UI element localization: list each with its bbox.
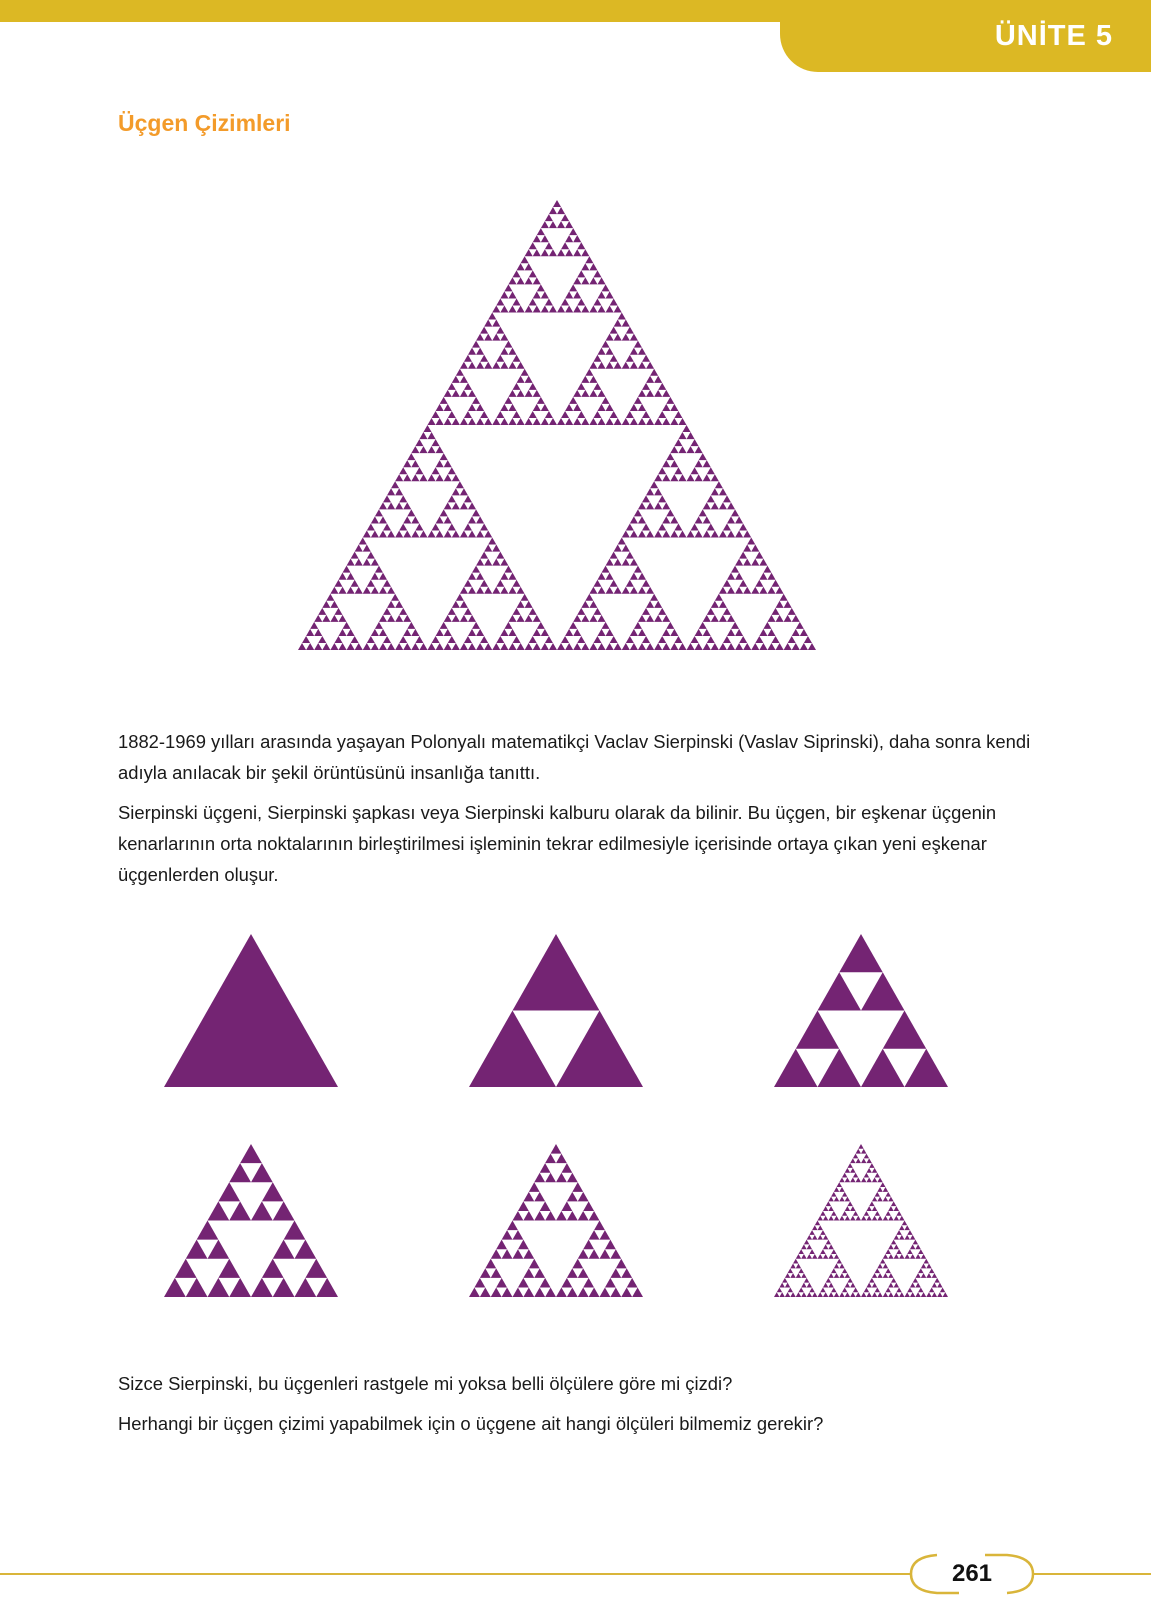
sierpinski-step-3 xyxy=(164,1144,338,1297)
question-1: Sizce Sierpinski, bu üçgenleri rastgele mi yoksa belli ölçülere göre mi çizdi? xyxy=(118,1373,733,1394)
sierpinski-step-5 xyxy=(774,1144,948,1297)
unit-label: ÜNİTE 5 xyxy=(994,20,1113,52)
sierpinski-step-0 xyxy=(164,934,338,1087)
sierpinski-step-1 xyxy=(469,934,643,1087)
sierpinski-step-4 xyxy=(469,1144,643,1297)
footer-rule-right xyxy=(1033,1573,1151,1575)
page-number-badge xyxy=(907,1553,1037,1595)
section-title: Üçgen Çizimleri xyxy=(118,110,291,136)
page-number: 261 xyxy=(951,1560,993,1587)
question-2: Herhangi bir üçgen çizimi yapabilmek için o üçgene ait hangi ölçüleri bilmemiz gerekir? xyxy=(118,1413,824,1434)
definition-paragraph: Sierpinski üçgeni, Sierpinski şapkası veya Sierpinski kalburu olarak da bilinir. Bu üçgen, bir eşkenar üçgenin kenarlarının orta noktalarının birleştirilmesi işleminin tekrar edilmesiyle içerisinde ortaya çıkan yeni eşkenar üçgenlerden oluşur. xyxy=(118,802,997,885)
unit-tab xyxy=(780,0,1151,72)
intro-paragraph: 1882-1969 yılları arasında yaşayan Polonyalı matematikçi Vaclav Sierpinski (Vaslav Siprinski), daha sonra kendi adıyla anılacak bir şekil örüntüsünü insanlığa tanıttı. xyxy=(118,731,1031,783)
sierpinski-step-2 xyxy=(774,934,948,1087)
footer-rule-left xyxy=(0,1573,912,1575)
